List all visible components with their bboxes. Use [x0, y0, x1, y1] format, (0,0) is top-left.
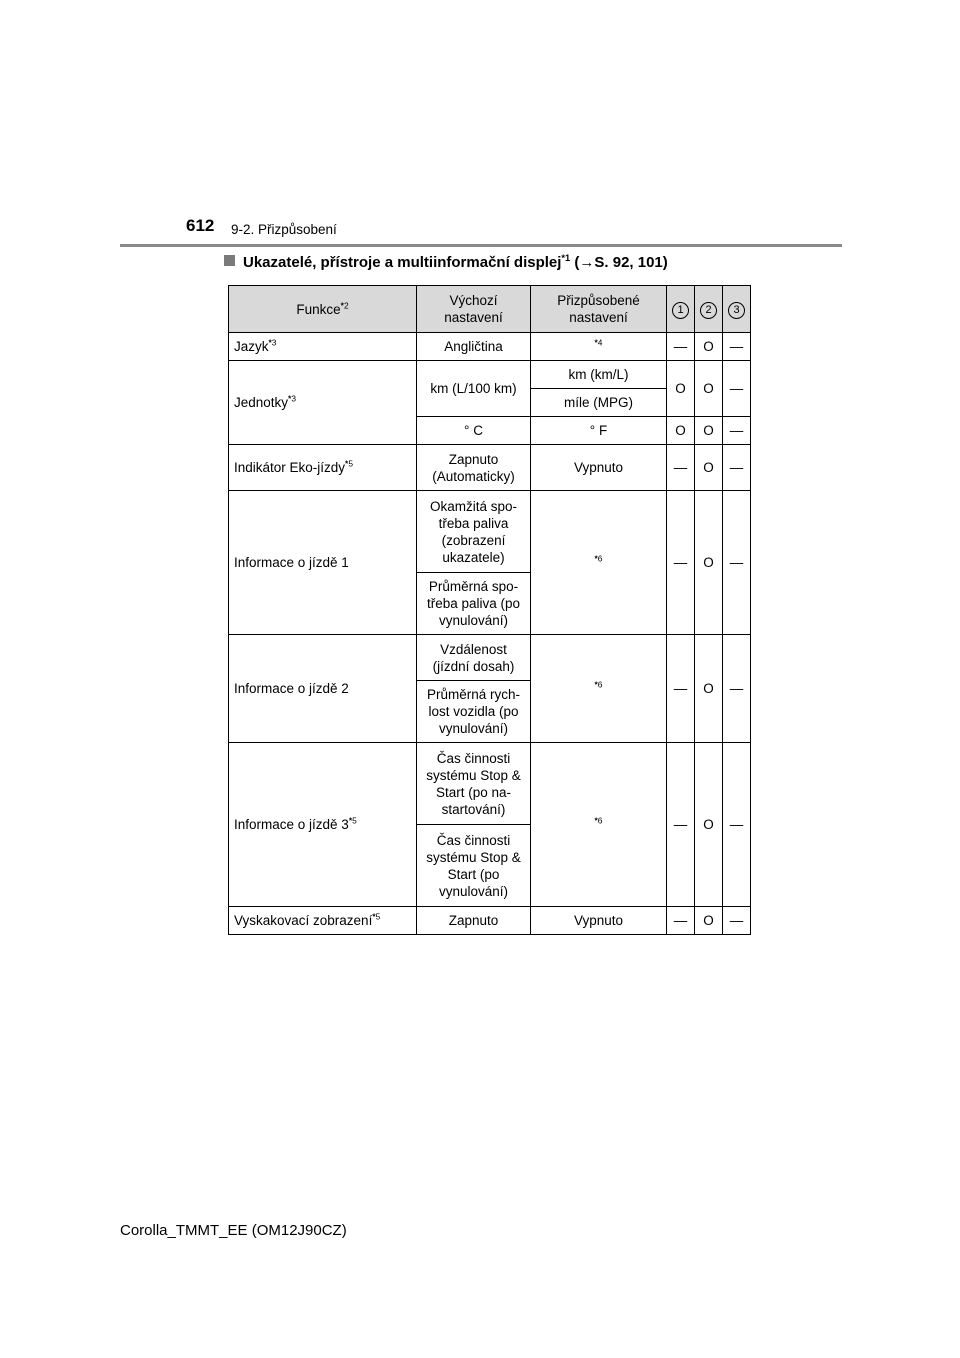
- default-cell: Čas činnosti systému Stop & Start (po vynulování): [417, 825, 531, 907]
- table-header-row: [229, 286, 751, 333]
- function-cell: Informace o jízdě 1: [229, 491, 417, 635]
- mark-cell: —: [723, 491, 751, 635]
- custom-cell: *6: [531, 743, 667, 907]
- col-function: Funkce$^{*2}$: [229, 286, 417, 333]
- col-mark-2: 2: [695, 286, 723, 333]
- function-cell: Jazyk$^{*3}$: [229, 333, 417, 361]
- mark-cell: O: [695, 635, 723, 743]
- default-cell: ° C: [417, 417, 531, 445]
- default-cell: Zapnuto: [417, 907, 531, 935]
- custom-cell: ° F: [531, 417, 667, 445]
- mark-cell: O: [667, 361, 695, 417]
- heading-text: Ukazatelé, přístroje a multiinformační displej: [243, 254, 562, 271]
- section-title: 9-2. Přizpůsobení: [231, 222, 337, 237]
- default-cell: Okamžitá spo-třeba paliva (zobrazení ukazatele): [417, 491, 531, 573]
- mark-cell: O: [695, 417, 723, 445]
- table-row: [229, 333, 751, 361]
- mark-cell: —: [667, 491, 695, 635]
- mark-cell: —: [667, 743, 695, 907]
- mark-cell: O: [695, 333, 723, 361]
- default-cell: Čas činnosti systému Stop & Start (po na-startování): [417, 743, 531, 825]
- mark-cell: —: [667, 635, 695, 743]
- mark-cell: —: [667, 333, 695, 361]
- function-cell: Indikátor Eko-jízdy$^{*5}$: [229, 445, 417, 491]
- mark-cell: —: [723, 333, 751, 361]
- mark-cell: O: [695, 491, 723, 635]
- default-cell: Vzdálenost (jízdní dosah): [417, 635, 531, 681]
- header-rule: [120, 244, 842, 247]
- footer-document-code: Corolla_TMMT_EE (OM12J90CZ): [120, 1222, 347, 1239]
- table-heading: [224, 254, 668, 271]
- custom-cell: míle (MPG): [531, 389, 667, 417]
- mark-cell: —: [723, 635, 751, 743]
- mark-cell: —: [723, 445, 751, 491]
- table-row: [229, 445, 751, 491]
- function-cell: Vyskakovací zobrazení$^{*5}$: [229, 907, 417, 935]
- function-cell: Informace o jízdě 3$^{*5}$: [229, 743, 417, 907]
- custom-cell: Vypnuto: [531, 445, 667, 491]
- custom-cell: km (km/L): [531, 361, 667, 389]
- mark-cell: O: [667, 417, 695, 445]
- table-row: [229, 491, 751, 573]
- custom-cell: *4: [531, 333, 667, 361]
- custom-cell: Vypnuto: [531, 907, 667, 935]
- mark-cell: —: [723, 743, 751, 907]
- square-bullet-icon: [224, 255, 235, 266]
- table-row: [229, 907, 751, 935]
- custom-cell: *6: [531, 491, 667, 635]
- heading-note: *1: [561, 253, 571, 263]
- heading-reference: (→S. 92, 101): [570, 254, 668, 271]
- settings-table: [228, 285, 751, 935]
- table-row: [229, 635, 751, 681]
- mark-cell: —: [723, 907, 751, 935]
- mark-cell: O: [695, 907, 723, 935]
- mark-cell: O: [695, 445, 723, 491]
- mark-cell: —: [723, 417, 751, 445]
- col-custom: Přizpůsobené nastavení: [531, 286, 667, 333]
- default-cell: Průměrná rych-lost vozidla (po vynulování): [417, 681, 531, 743]
- default-cell: Zapnuto (Automaticky): [417, 445, 531, 491]
- default-cell: Angličtina: [417, 333, 531, 361]
- mark-cell: —: [667, 907, 695, 935]
- default-cell: km (L/100 km): [417, 361, 531, 417]
- table-row: [229, 743, 751, 825]
- col-mark-3: 3: [723, 286, 751, 333]
- function-cell: Jednotky$^{*3}$: [229, 361, 417, 445]
- function-cell: Informace o jízdě 2: [229, 635, 417, 743]
- mark-cell: —: [667, 445, 695, 491]
- mark-cell: —: [723, 361, 751, 417]
- col-default: Výchozí nastavení: [417, 286, 531, 333]
- custom-cell: *6: [531, 635, 667, 743]
- table-row: [229, 361, 751, 389]
- page-number: 612: [186, 216, 215, 235]
- col-mark-1: 1: [667, 286, 695, 333]
- mark-cell: O: [695, 743, 723, 907]
- default-cell: Průměrná spo-třeba paliva (po vynulování): [417, 573, 531, 635]
- mark-cell: O: [695, 361, 723, 417]
